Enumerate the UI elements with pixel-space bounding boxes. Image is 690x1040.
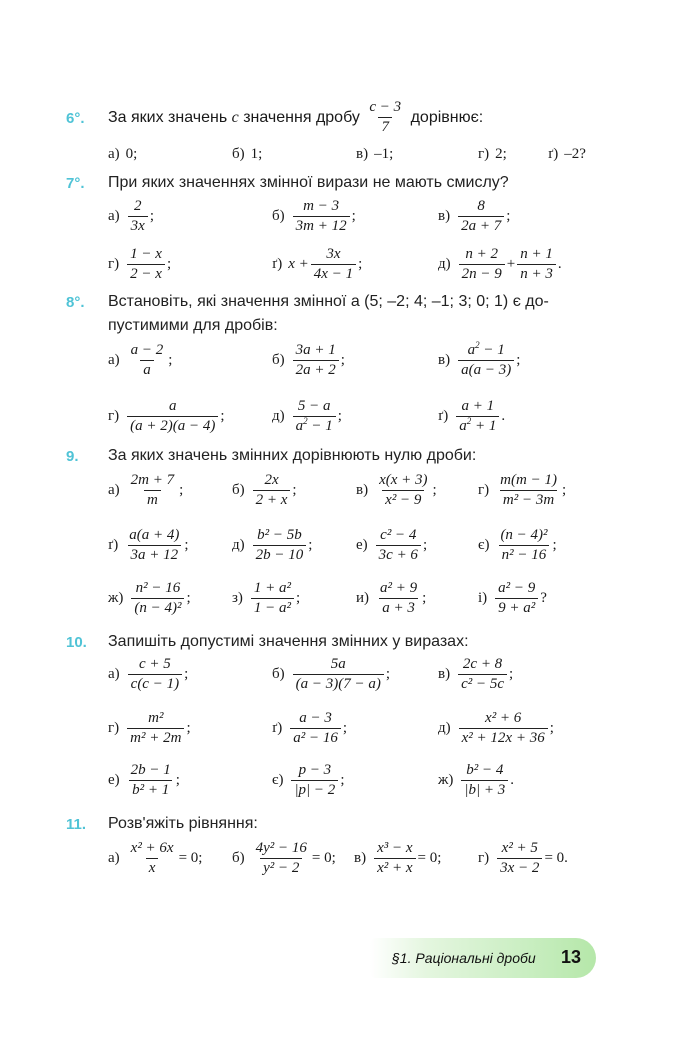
frac-num: m² [148,710,164,726]
fraction [376,472,430,509]
frac-den: |p| − 2 [291,780,338,799]
frac-num: b² − 5b [257,527,302,543]
label: г) [108,256,120,272]
tail: ; [184,666,189,682]
label: а) [108,666,120,682]
fraction [127,398,218,435]
fraction [497,840,542,877]
fraction-2 [517,246,556,283]
tail: ; [337,408,342,424]
problem-6-statement [108,99,483,136]
frac-den: 3m + 12 [293,216,350,235]
label: г) [478,850,490,866]
tail: = 0; [311,850,336,866]
tail: ; [506,208,511,224]
fraction [376,527,421,564]
p11-a [108,840,202,877]
frac-num: (n − 4)² [500,527,548,543]
frac-den: 2 − x [127,264,165,283]
prefix: x + [288,256,309,272]
label: ґ) [438,408,449,424]
p8-e [272,398,342,435]
label: з) [232,590,243,606]
label: в) [354,850,367,866]
frac-num: x² + 5 [501,840,538,856]
p6-opt-a [108,146,137,163]
p9-r1-2 [356,472,437,509]
fraction [253,472,291,509]
frac-den: c(c − 1) [128,674,182,693]
fraction [293,656,384,693]
fraction [253,840,310,877]
problem-7-text: При яких значеннях змінної вирази не мають смислу? [108,174,509,191]
fraction [128,342,167,379]
tail: ; [342,720,348,736]
frac-den: 2a + 7 [458,216,504,235]
frac-num: b² − 4 [466,762,504,778]
tail: ; [358,256,363,272]
problem-6-var: c [231,108,239,126]
fraction [293,398,336,435]
tail: ; [308,537,313,553]
problem-9-number: 9. [66,448,79,465]
p8-a [108,342,172,379]
fraction [374,840,415,877]
tail: ; [292,482,297,498]
fraction [127,710,184,747]
problem-10-text: Запишіть допустимі значення змінних у виразах: [108,633,469,650]
frac-den: 2 + x [253,490,291,509]
problem-6-number: 6°. [66,110,85,127]
p10-r3-2 [438,762,514,799]
frac-num: m − 3 [303,198,340,214]
frac-den: x² − 9 [382,490,424,509]
frac-den: 3x [128,216,148,235]
p7-f [438,246,562,283]
num-base: a [467,342,476,358]
p9-r1-1 [232,472,297,509]
frac-den: a² − 16 [290,728,341,747]
p9-r1-3 [478,472,566,509]
fraction [458,656,507,693]
fraction [128,198,148,235]
frac-den: 3x − 2 [497,858,542,877]
fraction [458,342,514,379]
label: в) [356,146,369,162]
frac-den: a(a − 3) [458,360,514,379]
frac-num: 4y² − 16 [255,840,307,856]
value: –2? [564,146,586,162]
value: 2; [495,146,507,162]
p8-b [272,342,345,379]
p11-b [232,840,336,877]
fraction [126,527,182,564]
tail: ; [184,537,189,553]
tail: ; [385,666,391,682]
tail: = 0; [417,850,442,866]
problem-11-text: Розв'яжіть рівняння: [108,815,258,832]
den-rest: − 1 [307,418,333,434]
fraction [459,710,548,747]
fraction-1 [459,246,505,283]
fraction [497,527,550,564]
label: є) [478,537,490,553]
frac-num: a − 2 [130,342,164,358]
value: 0; [125,146,138,162]
tail: = 0. [544,850,568,866]
problem-6-text-before: За яких значень [108,108,228,126]
problem-6-text-after: дорівнює: [410,108,484,126]
den-rest: + 1 [471,418,497,434]
p10-r3-0 [108,762,180,799]
value: –1; [374,146,394,162]
frac-den: n + 3 [517,264,556,283]
tail: ; [186,590,191,606]
tail: . [510,772,514,788]
frac-num [465,342,508,360]
p7-e [272,246,362,283]
p9-r3-2 [356,580,426,617]
frac-den: 9 + a² [495,598,538,617]
fraction [128,656,182,693]
frac-den: 1 − a² [251,598,294,617]
p11-c [354,840,441,877]
frac-num: x² + 6x [130,840,174,856]
problem-7-number: 7°. [66,175,85,192]
frac-num: c² − 4 [380,527,417,543]
label: д) [232,537,245,553]
label: ґ) [108,537,119,553]
p8-d [108,398,225,435]
frac-num: 1 + a² [253,580,292,596]
label: є) [272,772,284,788]
frac-num: a − 3 [299,710,332,726]
frac-num: a + 1 [461,398,495,414]
frac-den [456,416,499,435]
problem-8-number: 8°. [66,294,85,311]
label: б) [232,850,245,866]
p7-b [272,198,356,235]
fraction [311,246,356,283]
frac-num: a(a + 4) [129,527,180,543]
fraction [251,580,294,617]
fraction [456,398,499,435]
frac-den: 4x − 1 [311,264,356,283]
frac-num: a² + 9 [380,580,418,596]
label: б) [272,352,285,368]
frac-den: (a − 3)(7 − a) [293,674,384,693]
tail: ? [540,590,547,606]
frac-num: 5 − a [297,398,331,414]
label: г) [478,146,490,162]
problem-8-text-line1: Встановіть, які значення змінної a (5; –2; 4; –1; 3; 0; 1) є до- [108,293,549,310]
num-rest: − 1 [479,342,505,358]
label: а) [108,482,120,498]
frac-den: x [146,858,159,877]
frac-num: c − 3 [369,99,402,115]
frac-num: 8 [477,198,485,214]
label: в) [438,352,451,368]
p10-r1-1 [272,656,390,693]
frac-den: m [144,490,161,509]
frac-den: 2a + 2 [293,360,339,379]
p6-opt-e [548,146,586,163]
frac-num: n² − 16 [135,580,181,596]
label: а) [108,208,120,224]
label: а) [108,850,120,866]
frac-num: 2x [264,472,279,488]
p10-r1-2 [438,656,513,693]
fraction [291,762,338,799]
fraction [128,840,177,877]
frac-den: n² − 16 [499,545,550,564]
frac-num: x(x + 3) [379,472,428,488]
fraction [458,198,504,235]
fraction [131,580,184,617]
p8-f [438,398,505,435]
frac-num: 5a [330,656,346,672]
fraction [253,527,307,564]
section-title: §1. Раціональні дроби [392,950,536,966]
frac-num: x³ − x [377,840,413,856]
tail: ; [149,208,154,224]
frac-den: 3c + 6 [376,545,421,564]
label: ґ) [272,256,283,272]
tail: ; [340,772,345,788]
frac-den: c² − 5c [458,674,507,693]
p9-r3-3 [478,580,547,617]
tail: . [501,408,506,424]
p11-d [478,840,568,877]
label: е) [356,537,368,553]
frac-den: |b| + 3 [461,780,508,799]
fraction [495,580,538,617]
tail: ; [422,590,427,606]
frac-den: a [140,360,154,379]
p10-r2-0 [108,710,191,747]
p6-opt-b [232,146,262,163]
p9-r3-1 [232,580,300,617]
problem-9-text: За яких значень змінних дорівнюють нулю дроби: [108,447,477,464]
frac-num: m(m − 1) [500,472,557,488]
frac-num: x² + 6 [485,710,522,726]
problem-11-number: 11. [66,816,87,833]
frac-num: a [169,398,177,414]
fraction [377,580,420,617]
label: г) [108,408,120,424]
label: ж) [438,772,454,788]
frac-den: m² + 2m [127,728,184,747]
den-base: a [459,418,467,434]
problem-10-number: 10. [66,634,87,651]
frac-den: a + 3 [379,598,418,617]
problem-8-text-line2: пустимими для дробів: [108,317,278,334]
p9-r2-3 [478,527,557,564]
tail: ; [179,482,184,498]
frac-den: b² + 1 [129,780,172,799]
label: а) [108,352,120,368]
fraction [293,342,339,379]
label: б) [272,208,285,224]
frac-num: 3a + 1 [295,342,336,358]
frac-den: (n − 4)² [131,598,184,617]
tail: ; [340,352,345,368]
p8-c [438,342,520,379]
tail: ; [549,720,554,736]
frac-den: m² − 3m [500,490,557,509]
p9-r2-0 [108,527,189,564]
plus-sign: + [506,256,516,272]
tail: ; [552,537,557,553]
tail: ; [561,482,567,498]
tail: ; [296,590,301,606]
label: а) [108,146,120,162]
tail: = 0; [178,850,203,866]
tail: ; [422,537,428,553]
p7-d [108,246,171,283]
fraction [128,762,174,799]
p9-r1-0 [108,472,183,509]
label: е) [108,772,120,788]
value: 1; [250,146,263,162]
p6-opt-c [356,146,393,163]
fraction [128,472,177,509]
label: ж) [108,590,124,606]
frac-num: n + 2 [465,246,499,262]
frac-num: 2c + 8 [462,656,503,672]
p10-r2-2 [438,710,554,747]
tail: ; [351,208,356,224]
label: ґ) [548,146,559,162]
frac-num: 2b − 1 [130,762,171,778]
label: б) [232,146,245,162]
label: б) [272,666,285,682]
tail: ; [509,666,514,682]
tail: ; [175,772,180,788]
frac-num: c + 5 [138,656,171,672]
label: д) [438,720,451,736]
frac-den: 2b − 10 [253,545,307,564]
p9-r2-1 [232,527,312,564]
fraction [497,472,560,509]
frac-den: y² − 2 [260,858,302,877]
frac-num: 3x [326,246,341,262]
label: ґ) [272,720,283,736]
p6-opt-d [478,146,507,163]
frac-den: 7 [378,117,392,136]
p10-r1-0 [108,656,188,693]
den-exp: 2 [466,416,472,426]
p10-r3-1 [272,762,344,799]
num-exp: 2 [475,340,480,350]
label: и) [356,590,370,606]
frac-den: x² + 12x + 36 [459,728,548,747]
label: г) [478,482,490,498]
label: г) [108,720,120,736]
label: і) [478,590,488,606]
page-number: 13 [561,947,582,967]
frac-num: n + 1 [520,246,553,262]
frac-num: 2 [133,198,142,214]
label: б) [232,482,245,498]
frac-num: 1 − x [130,246,162,262]
frac-num: p − 3 [298,762,332,778]
frac-den: (a + 2)(a − 4) [127,416,218,435]
problem-6-fraction [366,99,404,136]
fraction [293,198,350,235]
frac-den: 2n − 9 [459,264,505,283]
frac-num: a² − 9 [498,580,536,596]
tail: ; [168,352,173,368]
tail: . [557,256,562,272]
frac-den: x² + x [374,858,415,877]
label: д) [272,408,285,424]
frac-num: 2m + 7 [130,472,175,488]
den-base: a [295,418,304,434]
tail: ; [166,256,172,272]
p10-r2-1 [272,710,347,747]
problem-6-text-mid: значення дробу [243,108,360,126]
fraction [127,246,165,283]
p9-r2-2 [356,527,427,564]
p7-c [438,198,510,235]
tail: ; [432,482,437,498]
label: в) [438,208,451,224]
tail: ; [186,720,191,736]
fraction [461,762,508,799]
label: д) [438,256,451,272]
den-exp: 2 [303,416,308,426]
frac-den [293,416,336,435]
tail: ; [516,352,521,368]
fraction [290,710,341,747]
label: в) [356,482,369,498]
p9-r3-0 [108,580,191,617]
p7-a [108,198,154,235]
frac-den: 3a + 12 [128,545,182,564]
tail: ; [220,408,225,424]
label: в) [438,666,451,682]
